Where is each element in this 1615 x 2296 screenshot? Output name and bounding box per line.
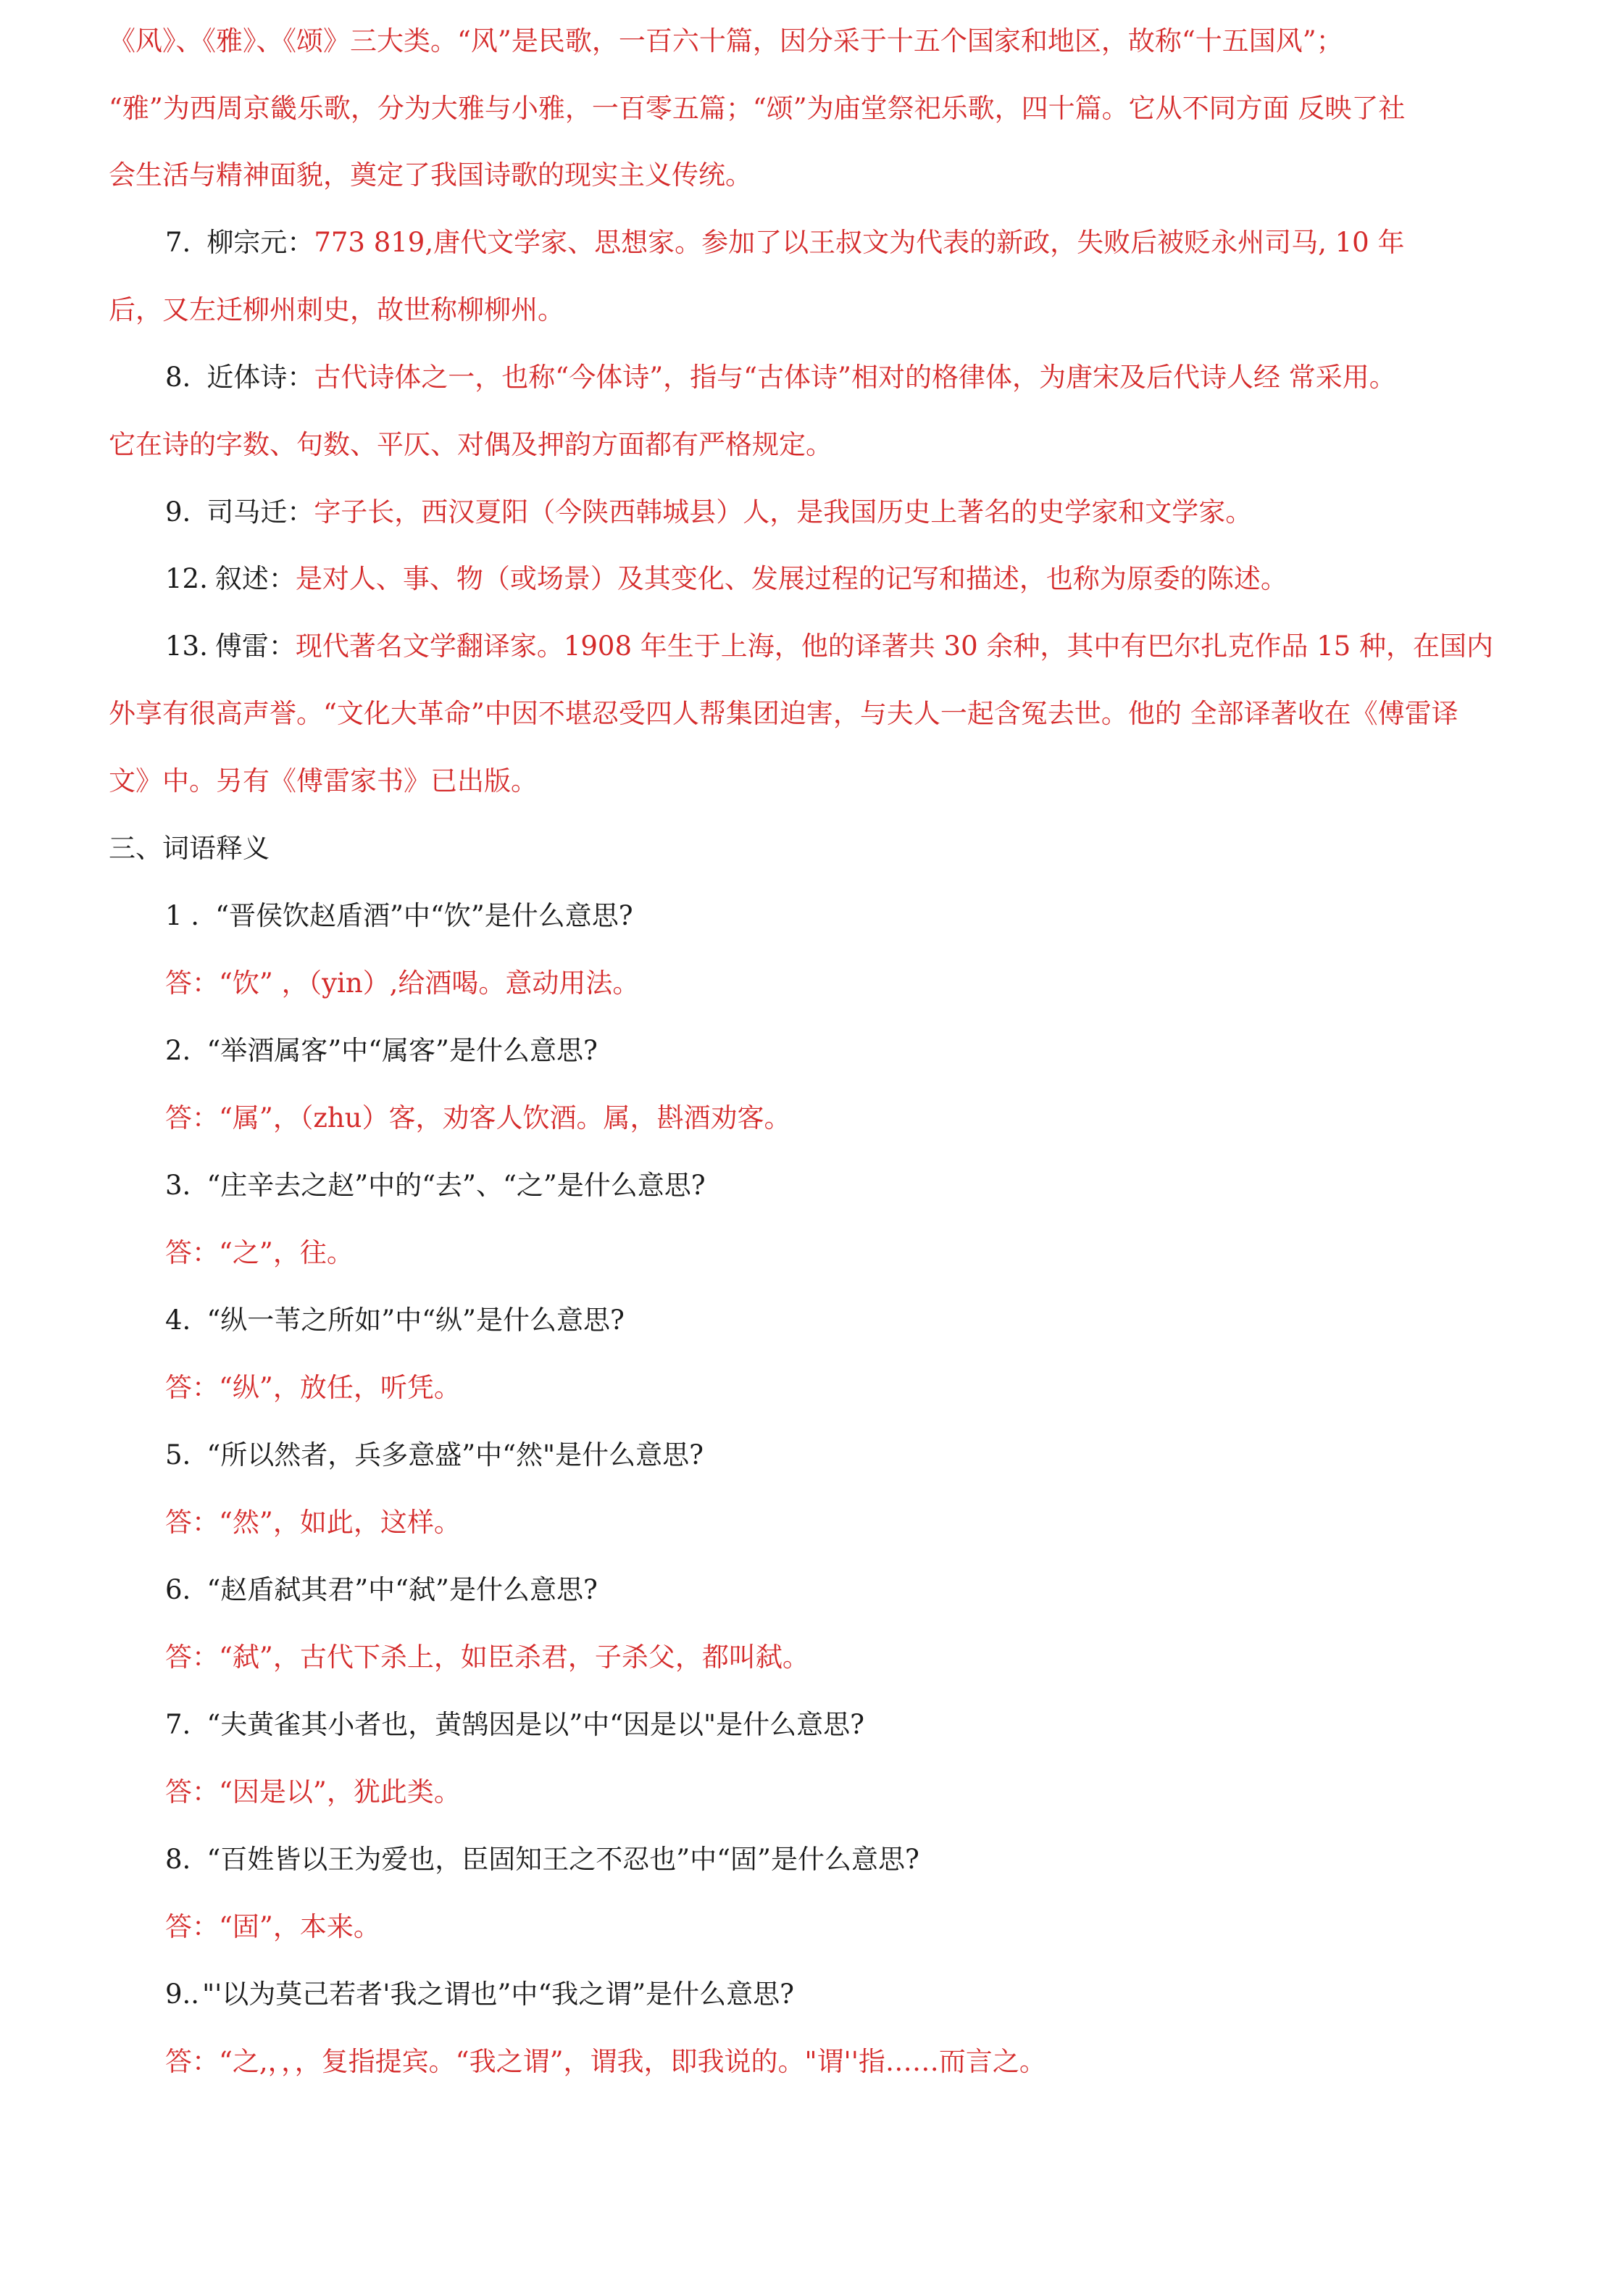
answer-7: 答：“因是以”，犹此类。 [165,1776,461,1808]
term-definition: 字子长，西汉夏阳（今陕西韩城县）人，是我国历史上著名的史学家和文学家。 [314,496,1253,528]
answer-9: 答：“之,，，，复指提宾。“我之谓”，谓我，即我说的。"谓''指……而言之。 [165,2046,1046,2077]
term-definition: 现代著名文学翻译家。1908 年生于上海，他的译著共 30 余种，其中有巴尔扎克作品 15 种，在国内 [295,631,1493,662]
question-3: 3. “庄辛去之赵”中的“去”、“之”是什么意思? [165,1170,706,1201]
term-name: 傅雷： [214,631,296,662]
question-4: 4. “纵一苇之所如”中“纵”是什么意思? [165,1305,625,1336]
intro-line-2: “雅”为西周京畿乐歌，分为大雅与小雅，一百零五篇；“颂”为庙堂祭祀乐歌，四十篇。它从不同方面 反映了社 [109,93,1406,124]
question-5: 5. “所以然者，兵多意盛”中“然"是什么意思? [165,1439,704,1471]
term-9-line [165,495,1252,530]
question-7: 7. “夫黄雀其小者也，黄鹄因是以”中“因是以"是什么意思? [165,1709,864,1740]
answer-6: 答：“弑”，古代下杀上，如臣杀君，子杀父，都叫弑。 [165,1642,809,1673]
section-heading: 三、词语释义 [109,833,270,864]
term-definition: 古代诗体之一，也称“今体诗”，指与“古体诗”相对的格律体，为唐宋及后代诗人经 常采用。 [314,362,1396,393]
term-8-second-line: 它在诗的字数、句数、平仄、对偶及押韵方面都有严格规定。 [109,429,832,460]
term-number: 13. [165,631,208,662]
answer-5: 答：“然”，如此，这样。 [165,1507,461,1538]
term-number: 7. [165,227,191,258]
term-name: 叙述： [214,563,296,594]
term-13-third-line: 文》中。另有《傅雷家书》已出版。 [109,765,538,796]
term-7-second-line: 后，又左迁柳州刺史，故世称柳柳州。 [109,294,564,325]
question-2: 2. “举酒属客”中“属客”是什么意思? [165,1035,598,1066]
term-7-first-line [165,225,1404,260]
term-13-first-line [165,629,1493,664]
term-definition: 773 819,唐代文学家、思想家。参加了以王叔文为代表的新政，失败后被贬永州司马, 10 年 [314,227,1405,258]
intro-line-1: 《风》、《雅》、《颂》三大类。“风”是民歌，一百六十篇，因分采于十五个国家和地区，故称“十五国风”； [109,25,1343,57]
question-8: 8. “百姓皆以王为爱也，臣固知王之不忍也”中“固”是什么意思? [165,1844,919,1875]
intro-line-3: 会生活与精神面貌，奠定了我国诗歌的现实主义传统。 [109,159,752,191]
answer-1: 答：“饮” ，（yin）,给酒喝。意动用法。 [165,968,640,999]
question-1: 1 . “晋侯饮赵盾酒”中“饮”是什么意思? [165,900,633,931]
term-13-second-line: 外享有很高声誉。“文化大革命”中因不堪忍受四人帮集团迫害，与夫人一起含冤去世。他的 全部译著收在《傅雷译 [109,698,1458,729]
term-name: 司马迁： [206,496,314,528]
term-name: 柳宗元： [206,227,314,258]
term-name: 近体诗： [206,362,314,393]
term-12-line [165,562,1288,596]
answer-8: 答：“固”，本来。 [165,1911,380,1942]
answer-4: 答：“纵”，放任，听凭。 [165,1372,461,1403]
question-6: 6. “赵盾弑其君”中“弑”是什么意思? [165,1574,598,1605]
term-8-first-line [165,360,1396,395]
term-number: 9. [165,496,191,528]
term-number: 12. [165,563,208,594]
question-9: 9.. "'以为莫己若者'我之谓也”中“我之谓”是什么意思? [165,1979,795,2010]
term-number: 8. [165,362,191,393]
answer-3: 答：“之”，往。 [165,1237,354,1268]
term-definition: 是对人、事、物（或场景）及其变化、发展过程的记写和描述，也称为原委的陈述。 [295,563,1288,594]
answer-2: 答：“属”，（zhu）客，劝客人饮酒。属，斟酒劝客。 [165,1102,791,1134]
